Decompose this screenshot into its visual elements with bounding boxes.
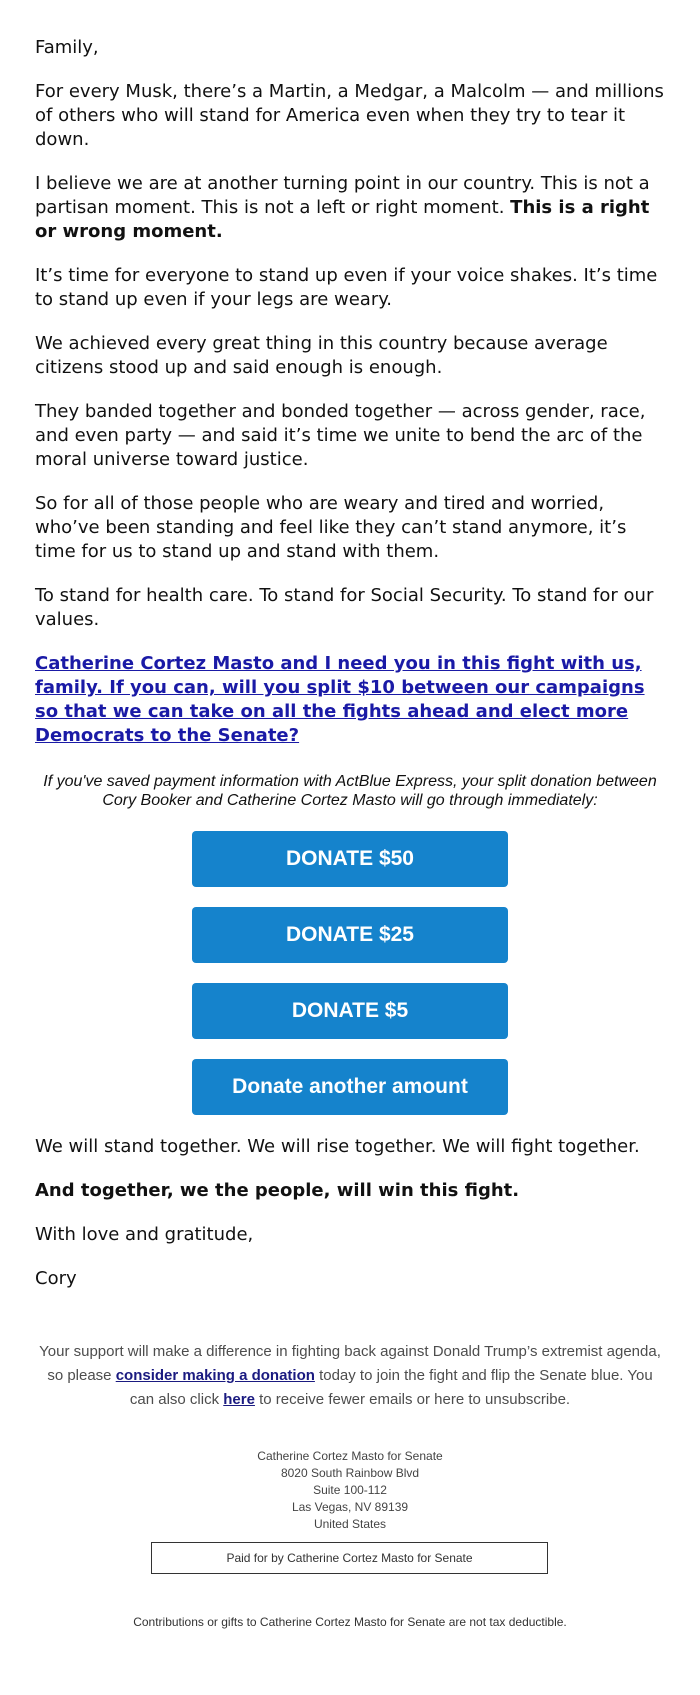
paragraph-8: We will stand together. We will rise together. We will fight together. bbox=[35, 1136, 640, 1157]
consider-donation-link[interactable]: consider making a donation bbox=[115, 1367, 315, 1384]
paragraph-2 bbox=[35, 172, 665, 244]
paragraph-1: For every Musk, there’s a Martin, a Medgar, a Malcolm — and millions of others who will stand for America even when they try to tear it down. bbox=[35, 81, 664, 150]
address-country: United States bbox=[313, 1517, 387, 1531]
salutation: Family, bbox=[35, 37, 99, 58]
donate-50-button[interactable]: DONATE $50 bbox=[192, 831, 508, 887]
tax-disclaimer: Contributions or gifts to Catherine Cortez Masto for Senate are not tax deductible. bbox=[133, 1615, 567, 1629]
closing: With love and gratitude, bbox=[35, 1224, 254, 1245]
donate-5-button[interactable]: DONATE $5 bbox=[192, 983, 508, 1039]
footer-message bbox=[35, 1340, 665, 1412]
donate-25-button[interactable]: DONATE $25 bbox=[192, 907, 508, 963]
mailing-address bbox=[0, 1448, 700, 1533]
paragraph-6: So for all of those people who are weary and tired and worried, who’ve been standing and feel like they can’t stand anymore, it’s time for us to stand up and stand with them. bbox=[35, 493, 627, 562]
donate-other-amount-button[interactable]: Donate another amount bbox=[192, 1059, 508, 1115]
address-street: 8020 South Rainbow Blvd bbox=[280, 1466, 420, 1480]
paragraph-2-bold: This is a right or wrong moment. bbox=[35, 197, 650, 242]
address-city: Las Vegas, NV 89139 bbox=[291, 1500, 409, 1514]
paragraph-7: To stand for health care. To stand for Social Security. To stand for our values. bbox=[35, 585, 654, 630]
split-donation-link[interactable]: Catherine Cortez Masto and I need you in this fight with us, family. If you can, will you split $10 between our campaigns so that we can take on all the fights ahead and elect more Democrats to the Senate? bbox=[35, 653, 645, 746]
footer-text-2: today to join the fight and flip the Senate blue. You can also click bbox=[129, 1367, 653, 1408]
footer-text-1: Your support will make a difference in fighting back against Donald Trump’s extremist agenda, so please bbox=[39, 1343, 661, 1384]
footer-text-3: to receive fewer emails or here to unsubscribe. bbox=[254, 1391, 571, 1408]
paid-for-box: Paid for by Catherine Cortez Masto for Senate bbox=[151, 1542, 548, 1574]
donate-buttons bbox=[35, 831, 665, 1115]
address-org: Catherine Cortez Masto for Senate bbox=[257, 1449, 443, 1463]
address-suite: Suite 100-112 bbox=[313, 1483, 387, 1497]
paragraph-9-bold: And together, we the people, will win this fight. bbox=[35, 1180, 520, 1201]
paragraph-4: We achieved every great thing in this country because average citizens stood up and said enough is enough. bbox=[35, 333, 608, 378]
paragraph-5: They banded together and bonded together — across gender, race, and even party — and said it’s time we unite to bend the arc of the moral universe toward justice. bbox=[35, 401, 646, 470]
actblue-express-note: If you've saved payment information with ActBlue Express, your split donation between Cory Booker and Catherine Cortez Masto will go through immediately: bbox=[43, 773, 657, 809]
email-body bbox=[35, 36, 665, 1311]
fewer-emails-link[interactable]: here bbox=[223, 1391, 255, 1408]
paragraph-9 bbox=[35, 1179, 665, 1203]
paragraph-3: It’s time for everyone to stand up even if your voice shakes. It’s time to stand up even if your legs are weary. bbox=[35, 265, 658, 310]
paragraph-2-text: I believe we are at another turning point in our country. This is not a partisan moment. This is not a left or right moment. bbox=[35, 173, 650, 218]
signature: Cory bbox=[35, 1268, 77, 1289]
